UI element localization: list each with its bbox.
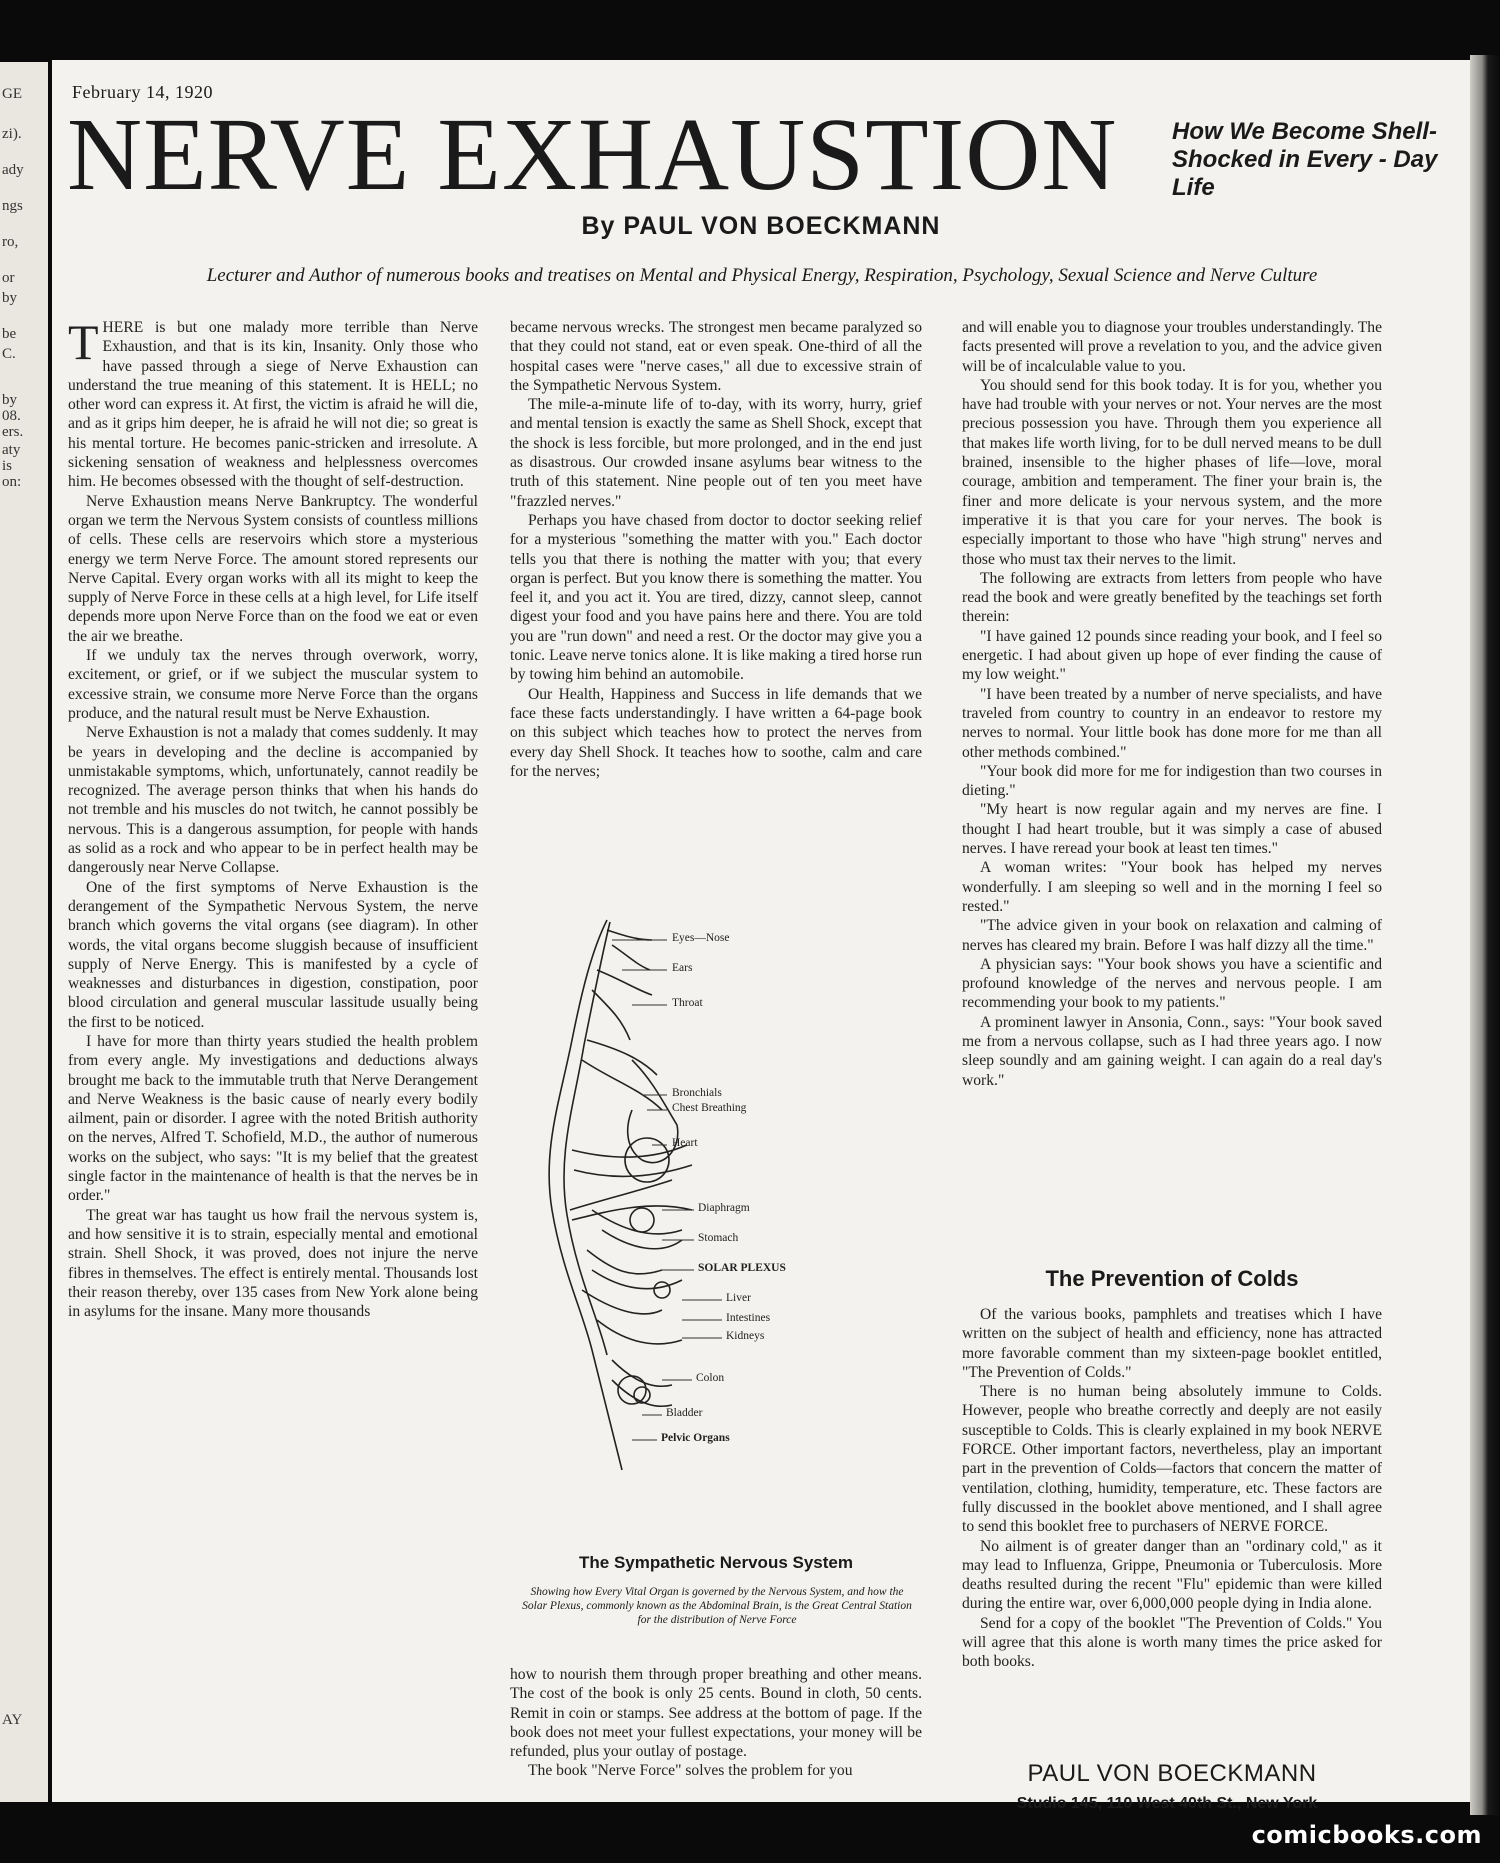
paragraph: The following are extracts from letters from people who have read the book and were greatly benefited by the teachings set forth therein: <box>962 569 1382 626</box>
paragraph: The book "Nerve Force" solves the problem for you <box>528 1762 853 1780</box>
paragraph: Our Health, Happiness and Success in life demands that we face these facts understandingly. I have written a 64-page book on this subject which teaches how to protect the nerves from every day Shell Shock. It teaches how to soothe, calm and care for the nerves; <box>510 685 922 780</box>
paragraph: No ailment is of greater danger than an "ordinary cold," as it may lead to Influenza, Grippe, Pneumonia or Tuberculosis. More deaths resulted during the recent "Flu" epidemic than were killed during the entire war, over 6,000,000 people dying in India alone. <box>962 1537 1382 1613</box>
diagram-title: The Sympathetic Nervous System <box>579 1553 853 1572</box>
margin-fragment: ady <box>2 162 24 178</box>
diagram-label: Bronchials <box>672 1087 722 1099</box>
paragraph: Perhaps you have chased from doctor to doctor seeking relief for a mysterious "something the matter with you." Each doctor tells you that there is nothing the matter with you; that every organ is perfect. But you know there is something the matter. You feel it, and you act it. You are tired, dizzy, cannot sleep, cannot digest your food and you have pains here and there. You are told you are "run down" and need a rest. Or the doctor may give you a tonic. Leave nerve tonics alone. It is like making a tired horse run by towing him behind an automobile. <box>510 511 922 684</box>
testimonial: "I have been treated by a number of nerve specialists, and have traveled from country to country in an endeavor to restore my nerves to normal. Your little book has done more for me than all other methods combined." <box>962 685 1382 761</box>
paragraph: You should send for this book today. It is for you, whether you have had trouble with your nerves or not. Your nerves are the most precious possession you have. Through them you experience all that makes life worth living, for to be dull nerved means to be dull brained, insensible to the higher phases of life—love, moral courage, ambition and temperament. The finer your brain is, the finer and more delicate is your nervous system, and the more imperative it is that you care for your nerves. The book is especially important to those who have "high strung" nerves and those who must tax their nerves to the limit. <box>962 376 1382 568</box>
drop-cap: T <box>68 314 99 370</box>
article-column-2-continued <box>510 1665 922 1781</box>
margin-fragment: be <box>2 326 17 342</box>
diagram-caption: Showing how Every Vital Organ is governed by the Nervous System, and how the Solar Plexus, commonly known as the Abdominal Brain, is the Great Central Station for the distribution of Nerve Force <box>522 1586 912 1626</box>
margin-fragment: zi). <box>2 126 22 142</box>
paragraph: THERE is but one malady more terrible than Nerve Exhaustion, and that is its kin, Insanity. Only those who have passed through a siege of Nerve Exhaustion can understand the true meaning of this statement. It is HELL; no other word can express it. At first, the victim is afraid he will die, and as it grips him deeper, he is afraid he will not die; so great is his mental torture. He becomes panic-stricken and irresolute. A sickening sensation of weakness and helplessness overcomes him. He becomes obsessed with the thought of self-destruction. <box>68 314 478 491</box>
diagram-label: Heart <box>672 1137 698 1149</box>
paragraph: became nervous wrecks. The strongest men became paralyzed so that they could not stand, eat or even speak. One-third of all the hospital cases were "nerve cases," all due to excessive strain of the Sympathetic Nervous System. <box>510 319 922 394</box>
paragraph: I have for more than thirty years studied the health problem from every angle. My investigations and deductions always brought me back to the immutable truth that Nerve Derangement and Nerve Weakness is the basic cause of nearly every bodily ailment, pain or disorder. I agree with the noted British authority on the nerves, Alfred T. Schofield, M.D., the author of numerous works on the subject, who says: "It is my belief that the greatest single factor in the maintenance of health is that the nerves be in order." <box>68 1032 478 1205</box>
headline: NERVE EXHAUSTION <box>67 97 1118 212</box>
issue-date: February 14, 1920 <box>72 82 213 102</box>
article-column-3 <box>962 318 1382 1090</box>
diagram-label: Colon <box>696 1372 725 1384</box>
testimonial: "My heart is now regular again and my nerves are fine. I thought I had heart trouble, but it was simply a case of abused nerves. I have reread your book at least ten times." <box>962 801 1382 858</box>
testimonial: "I have gained 12 pounds since reading your book, and I feel so energetic. I had about given up hope of ever finding the cause of my low weight." <box>962 627 1382 684</box>
diagram-label: SOLAR PLEXUS <box>698 1262 786 1274</box>
paragraph: If we unduly tax the nerves through overwork, worry, excitement, or grief, or if we subject the muscular system to excessive strain, we consume more Nerve Force than the organs produce, and the natural result must be Nerve Exhaustion. <box>68 647 478 722</box>
adjacent-page-edge <box>0 62 48 1802</box>
margin-fragment: aty <box>2 442 21 458</box>
margin-fragment: 08. <box>2 408 21 424</box>
margin-fragment: ro, <box>2 234 19 250</box>
signature-address: Studio 145, 110 West 40th St., New York <box>1016 1795 1318 1812</box>
diagram-label: Throat <box>672 997 703 1009</box>
margin-fragment: on: <box>2 474 22 490</box>
byline: By PAUL VON BOECKMANN <box>581 212 941 240</box>
article-column-2 <box>510 318 922 781</box>
nervous-system-diagram <box>512 910 922 1530</box>
paragraph: Nerve Exhaustion means Nerve Bankruptcy. The wonderful organ we term the Nervous System consists of countless millions of cells. These cells are reservoirs which store a mysterious energy we term Nerve Force. The amount stored represents our Nerve Capital. Every organ works with all its might to keep the supply of Nerve Force in these cells at a high level, for Life itself depends more upon Nerve Force than on the food we eat or even the air we breathe. <box>68 492 478 645</box>
testimonial: "Your book did more for me for indigestion than two courses in dieting." <box>962 762 1382 800</box>
diagram-label: Stomach <box>698 1232 739 1244</box>
diagram-label: Chest Breathing <box>672 1102 747 1114</box>
magazine-page <box>52 60 1470 1812</box>
margin-fragment: C. <box>2 346 16 362</box>
testimonial: A physician says: "Your book shows you have a scientific and profound knowledge of the nerves and nervous people. I am recommending your book to my patients." <box>962 955 1382 1012</box>
paragraph: There is no human being absolutely immune to Colds. However, people who breathe correctly and deeply are not easily susceptible to Colds. This is clearly explained in my book NERVE FORCE. Other important factors, nevertheless, play an important part in the prevention of Colds—factors that concern the matter of ventilation, clothing, humidity, temperature, etc. These factors are fully discussed in the booklet above mentioned, and I shall agree to send this booklet free to purchasers of NERVE FORCE. <box>962 1383 1382 1536</box>
paragraph: how to nourish them through proper breathing and other means. The cost of the book is only 25 cents. Bound in cloth, 50 cents. Remit in coin or stamps. See address at the bottom of page. If the book does not meet your fullest expectations, your money will be refunded, plus your outlay of postage. <box>510 1666 922 1761</box>
paragraph: The great war has taught us how frail the nervous system is, and how sensitive it is to strain, especially mental and emotional strain. Shell Shock, it was proved, does not injure the nerve fibres in themselves. The effect is entirely mental. Thousands lost their reason thereby, over 135 cases from New York alone being in asylums for the insane. Many more thousands <box>68 1206 478 1321</box>
diagram-label: Kidneys <box>726 1330 765 1342</box>
testimonial: A prominent lawyer in Ansonia, Conn., says: "Your book saved me from a nervous collapse, such as I had three years ago. I now sleep soundly and am gaining weight. I can again do a real day's work." <box>962 1013 1382 1089</box>
margin-fragment: is <box>2 458 13 474</box>
diagram-label: Intestines <box>726 1312 771 1324</box>
page-binding-edge <box>1470 55 1500 1815</box>
prevention-section <box>962 1305 1382 1672</box>
paragraph: One of the first symptoms of Nerve Exhaustion is the derangement of the Sympathetic Nervous System, the nerve branch which governs the vital organs (see diagram). In other words, the vital organs become sluggish because of insufficient supply of Nerve Energy. This is manifested by a cycle of weaknesses and disturbances in digestion, constipation, poor blood circulation and general muscular lassitude usually being the first to be noticed. <box>68 878 478 1031</box>
margin-fragment: GE <box>2 86 22 102</box>
margin-fragment: ers. <box>2 424 24 440</box>
site-watermark: comicbooks.com <box>1251 1821 1482 1849</box>
diagram-label: Eyes—Nose <box>672 932 730 944</box>
margin-fragment: or <box>2 270 15 286</box>
diagram-label: Bladder <box>666 1407 703 1419</box>
testimonial: A woman writes: "Your book has helped my nerves wonderfully. I am sleeping so well and in the morning I feel so rested." <box>962 859 1382 915</box>
diagram-label: Pelvic Organs <box>661 1432 730 1444</box>
diagram-label: Liver <box>726 1292 751 1304</box>
author-credentials: Lecturer and Author of numerous books and treatises on Mental and Physical Energy, Respiration, Psychology, Sexual Science and Nerve Culture <box>206 265 1318 286</box>
subheadline: How We Become Shell-Shocked in Every - Day Life <box>1172 118 1438 201</box>
margin-fragment: by <box>2 290 17 306</box>
diagram-label: Ears <box>672 962 693 974</box>
paragraph: The mile-a-minute life of to-day, with its worry, hurry, grief and mental tension is exactly the same as Shell Shock, except that the shock is less forcible, but more prolonged, and in the end just as disastrous. Our crowded insane asylums bear witness to the truth of this statement. Nine people out of ten you meet have "frazzled nerves." <box>510 396 922 510</box>
paragraph: and will enable you to diagnose your troubles understandingly. The facts presented will prove a revelation to you, and the advice given will be of incalculable value to you. <box>962 319 1382 375</box>
paragraph: Nerve Exhaustion is not a malady that comes suddenly. It may be years in developing and the decline is accompanied by unmistakable symptoms, which, unfortunately, cannot readily be recognized. The average person thinks that when his hands do not tremble and his muscles do not twitch, he cannot possibly be nervous. This is a dangerous assumption, for people with hands as solid as a rock and who appear to be in perfect health may be dangerously near Nerve Collapse. <box>68 724 478 877</box>
paragraph: Send for a copy of the booklet "The Prevention of Colds." You will agree that this alone is worth many times the price asked for both books. <box>962 1614 1382 1671</box>
margin-fragment: by <box>2 392 17 408</box>
article-column-1 <box>68 314 478 1321</box>
margin-fragment: ngs <box>2 198 23 214</box>
signature-name: PAUL VON BOECKMANN <box>1027 1760 1317 1787</box>
section-title: The Prevention of Colds <box>1045 1266 1299 1291</box>
paragraph: Of the various books, pamphlets and treatises which I have written on the subject of health and efficiency, none has attracted more favorable comment than my sixteen-page booklet entitled, "The Prevention of Colds." <box>962 1306 1382 1381</box>
testimonial: "The advice given in your book on relaxation and calming of nerves has cleared my brain. Before I was half dizzy all the time." <box>962 917 1382 954</box>
diagram-label: Diaphragm <box>698 1202 750 1214</box>
margin-fragment: AY <box>2 1712 23 1728</box>
